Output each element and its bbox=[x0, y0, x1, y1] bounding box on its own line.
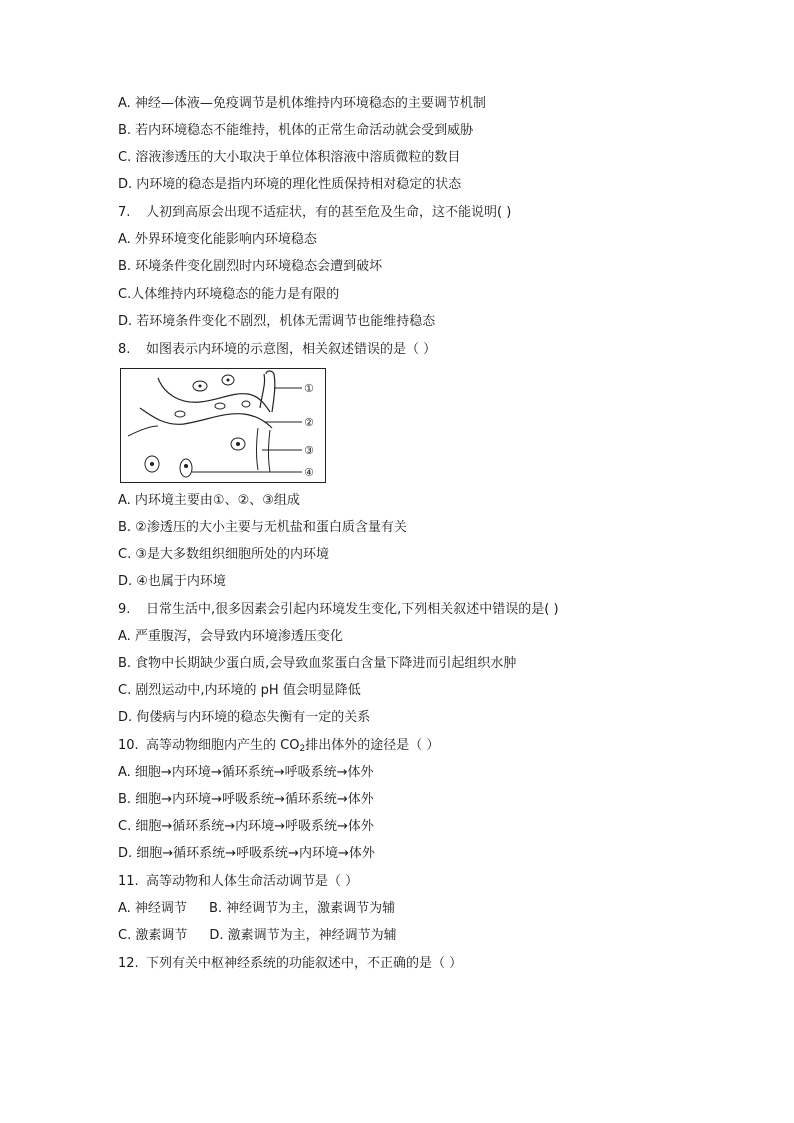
q11-options-row-1 bbox=[118, 900, 395, 918]
q6-option-a: A. 神经—体液—免疫调节是机体维持内环境稳态的主要调节机制 bbox=[118, 96, 486, 111]
interstitial-boundary bbox=[269, 430, 271, 472]
q7-option-a: A. 外界环境变化能影响内环境稳态 bbox=[118, 232, 317, 247]
q9-stem bbox=[118, 601, 559, 619]
q10-text-pre: 高等动物细胞内产生的 CO bbox=[146, 738, 300, 753]
q9-text: 日常生活中,很多因素会引起内环境发生变化,下列相关叙述中错误的是( ) bbox=[146, 602, 559, 617]
q9-option-d: D. 佝偻病与内环境的稳态失衡有一定的关系 bbox=[118, 710, 371, 725]
cell-nucleus bbox=[199, 385, 202, 388]
interstitial-boundary bbox=[257, 428, 259, 470]
q10-option-c: C. 细胞→循环系统→内环境→呼吸系统→体外 bbox=[118, 819, 374, 834]
q11-option-b: B. 神经调节为主，激素调节为辅 bbox=[208, 901, 396, 916]
q9-option-a: A. 严重腹泻，会导致内环境渗透压变化 bbox=[118, 629, 343, 644]
q8-stem bbox=[118, 341, 436, 359]
q9-option-c: C. 剧烈运动中,内环境的 pH 值会明显降低 bbox=[118, 683, 361, 698]
q10-text-subscript: 2 bbox=[299, 744, 306, 754]
lymph-vessel-wall-right bbox=[266, 371, 275, 412]
q7-stem bbox=[118, 204, 511, 222]
q10-option-a: A. 细胞→内环境→循环系统→呼吸系统→体外 bbox=[118, 765, 374, 780]
q8-option-a: A. 内环境主要由①、②、③组成 bbox=[118, 493, 300, 508]
q12-text: 下列有关中枢神经系统的功能叙述中，不正确的是（ ） bbox=[146, 956, 463, 971]
blood-cell bbox=[215, 403, 225, 409]
q7-option-c: C.人体维持内环境稳态的能力是有限的 bbox=[118, 287, 340, 302]
q6-option-c: C. 溶液渗透压的大小取决于单位体积溶液中溶质微粒的数目 bbox=[118, 150, 461, 165]
q11-options-row-2 bbox=[118, 927, 397, 945]
q9-option-b: B. 食物中长期缺少蛋白质,会导致血浆蛋白含量下降进而引起组织水肿 bbox=[118, 656, 517, 671]
q7-option-b: B. 环境条件变化剧烈时内环境稳态会遭到破坏 bbox=[118, 259, 383, 274]
q12-stem bbox=[118, 955, 462, 973]
q7-option-d: D. 若环境条件变化不剧烈，机体无需调节也能维持稳态 bbox=[118, 314, 436, 329]
q10-number: 10. bbox=[118, 738, 139, 753]
q8-option-d: D. ④也属于内环境 bbox=[118, 574, 226, 589]
q11-option-c: C. 激素调节 bbox=[118, 928, 188, 943]
q10-text-post: 排出体外的途径是（ ） bbox=[305, 738, 440, 753]
blood-cell bbox=[242, 401, 250, 407]
q11-text: 高等动物和人体生命活动调节是（ ） bbox=[146, 874, 359, 889]
diagram-label-3: ③ bbox=[304, 444, 314, 457]
cell-nucleus bbox=[184, 464, 188, 468]
cell-nucleus bbox=[227, 379, 230, 382]
q11-number: 11. bbox=[118, 874, 139, 889]
q10-option-d: D. 细胞→循环系统→呼吸系统→内环境→体外 bbox=[118, 846, 375, 861]
q6-option-b: B. 若内环境稳态不能维持，机体的正常生命活动就会受到威胁 bbox=[118, 123, 474, 138]
q9-number: 9. bbox=[118, 602, 131, 617]
q8-text: 如图表示内环境的示意图，相关叙述错误的是（ ） bbox=[146, 342, 437, 357]
q8-option-b: B. ②渗透压的大小主要与无机盐和蛋白质含量有关 bbox=[118, 520, 407, 535]
diagram-label-1: ① bbox=[304, 382, 314, 395]
tissue-boundary bbox=[128, 426, 158, 436]
q6-option-d: D. 内环境的稳态是指内环境的理化性质保持相对稳定的状态 bbox=[118, 177, 462, 192]
q10-option-b: B. 细胞→内环境→呼吸系统→循环系统→体外 bbox=[118, 792, 374, 807]
capillary-lower-wall bbox=[140, 408, 272, 428]
q11-stem bbox=[118, 873, 358, 891]
q11-option-d: D. 激素调节为主，神经调节为辅 bbox=[209, 928, 397, 943]
internal-environment-diagram bbox=[120, 368, 326, 483]
cell-nucleus bbox=[150, 462, 154, 466]
cell-nucleus bbox=[236, 442, 240, 446]
q7-text: 人初到高原会出现不适症状，有的甚至危及生命，这不能说明( ) bbox=[146, 205, 512, 220]
q10-stem bbox=[118, 737, 439, 755]
q11-option-a: A. 神经调节 bbox=[118, 901, 187, 916]
q8-number: 8. bbox=[118, 342, 131, 357]
q7-number: 7. bbox=[118, 205, 131, 220]
blood-cell bbox=[175, 411, 185, 417]
q12-number: 12. bbox=[118, 956, 139, 971]
capillary-upper-wall bbox=[158, 378, 270, 412]
q8-option-c: C. ③是大多数组织细胞所处的内环境 bbox=[118, 547, 329, 562]
diagram-label-2: ② bbox=[304, 416, 314, 429]
diagram-label-4: ④ bbox=[304, 466, 314, 479]
